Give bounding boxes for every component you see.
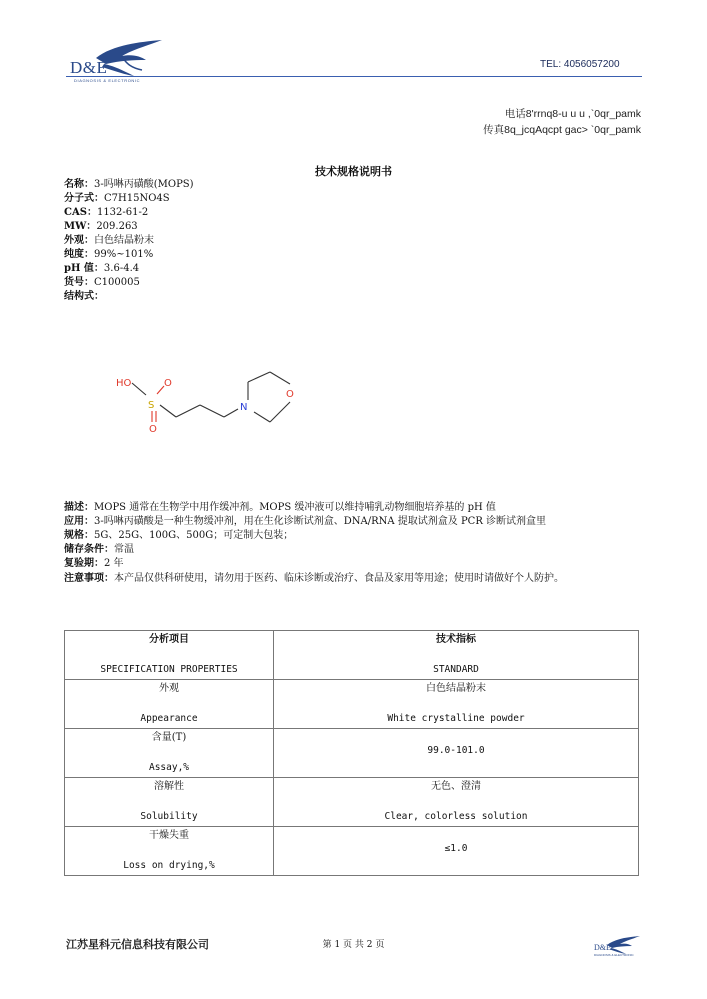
footer-logo-text: D&E — [594, 943, 611, 952]
field-purity: 纯度：99%~101% — [64, 249, 154, 260]
field-formula: 分子式：C7H15NO4S — [64, 193, 170, 204]
header-cell-property: 分析项目 SPECIFICATION PROPERTIES — [65, 631, 274, 680]
atom-n: N — [240, 402, 248, 413]
field-appearance: 外观：白色结晶粉末 — [64, 235, 154, 246]
logo-subtitle: DIAGNOSIS & ELECTRONIC — [74, 78, 141, 83]
header-rule — [66, 76, 642, 77]
table-header-row — [65, 631, 639, 680]
detail-specification: 规格：5G、25G、100G、500G；可定制大包装； — [64, 530, 294, 541]
field-structure: 结构式： — [64, 291, 104, 302]
detail-retest: 复验期：2 年 — [64, 558, 124, 569]
footer-company: 江苏星科元信息科技有限公司 — [66, 939, 209, 951]
atom-s: S — [148, 400, 155, 411]
detail-application: 应用：3-吗啉丙磺酸是一种生物缓冲剂，用在生化诊断试剂盒、DNA/RNA 提取试剂盒及 PCR 诊断试剂盒里 — [64, 516, 547, 527]
logo-text: D&E — [70, 58, 108, 77]
contact-phone: 电话8'rrnq8-u u u ,`0qr_pamk — [504, 108, 641, 120]
atom-o-ring: O — [286, 389, 294, 400]
field-ph: pH 值：3.6-4.4 — [64, 263, 140, 274]
page-number: 第 1 页 共 2 页 — [322, 940, 385, 950]
field-catalog: 货号：C100005 — [64, 277, 140, 288]
footer-logo-subtitle: DIAGNOSIS & ELECTRONIC — [594, 953, 634, 957]
document-title: 技术规格说明书 — [315, 165, 392, 178]
company-logo — [66, 36, 166, 90]
chemical-structure — [112, 362, 312, 442]
table-row: 溶解性 Solubility 无色、澄清 Clear, colorless solution — [65, 778, 639, 827]
field-name: 名称：3-吗啉丙磺酸(MOPS) — [64, 179, 194, 190]
table-row: 干燥失重 Loss on drying,% ≤1.0 — [65, 827, 639, 876]
table-row: 含量(T) Assay,% 99.0-101.0 — [65, 729, 639, 778]
atom-o-lower: O — [149, 424, 157, 435]
header-cell-standard: 技术指标 STANDARD — [274, 631, 639, 680]
detail-description: 描述：MOPS 通常在生物学中用作缓冲剂。MOPS 缓冲液可以维持哺乳动物细胞培养基的 pH 值 — [64, 502, 496, 513]
atom-ho: HO — [116, 378, 132, 389]
detail-storage: 储存条件：常温 — [64, 544, 134, 555]
contact-fax: 传真8q_jcqAqcpt gac> `0qr_pamk — [483, 124, 641, 136]
telephone: TEL: 4056057200 — [540, 59, 620, 70]
field-mw: MW：209.263 — [64, 221, 138, 232]
footer-logo — [592, 934, 642, 962]
specification-table — [64, 630, 639, 876]
detail-notes: 注意事项：本产品仅供科研使用，请勿用于医药、临床诊断或治疗、食品及家用等用途；使用时请做好个人防护。 — [64, 573, 564, 584]
atom-o-upper: O — [164, 378, 172, 389]
table-row: 外观 Appearance 白色结晶粉末 White crystalline powder — [65, 680, 639, 729]
field-cas: CAS：1132-61-2 — [64, 207, 149, 218]
